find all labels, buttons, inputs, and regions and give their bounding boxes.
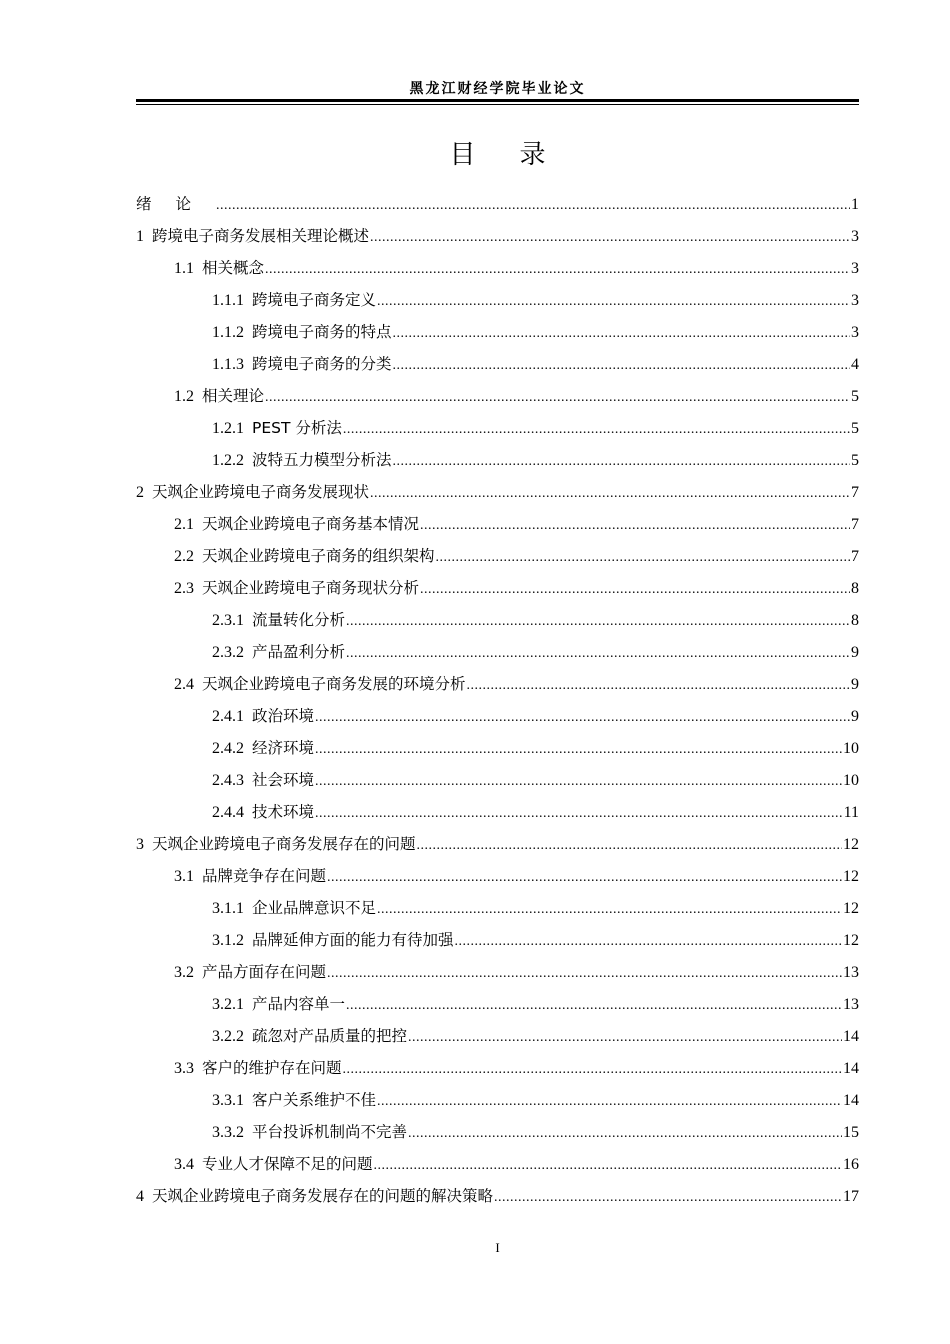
toc-dot-leader	[374, 1150, 842, 1180]
toc-entry-page: 5	[851, 452, 859, 469]
toc-entry[interactable]	[136, 956, 859, 988]
toc-dot-leader	[436, 542, 850, 572]
toc-dot-leader	[315, 702, 850, 732]
toc-entry-number: 2.4.1	[212, 708, 244, 725]
toc-entry-page: 9	[851, 644, 859, 661]
page-number: I	[495, 1240, 500, 1255]
toc-entry-text: 专业人才保障不足的问题	[202, 1155, 373, 1173]
toc-entry-text: 天飒企业跨境电子商务现状分析	[202, 579, 420, 597]
toc-entry[interactable]	[136, 252, 859, 284]
toc-entry-text: 天飒企业跨境电子商务基本情况	[202, 515, 420, 533]
toc-entry-page: 4	[851, 356, 859, 373]
toc-entry-number: 3.1.1	[212, 900, 244, 917]
toc-entry-number: 2.3	[174, 580, 194, 597]
toc-entry-text: 天飒企业跨境电子商务发展存在的问题的解决策略	[152, 1187, 494, 1205]
toc-entry-page: 16	[843, 1156, 859, 1173]
toc-entry-page: 3	[851, 324, 859, 341]
toc-entry[interactable]	[136, 732, 859, 764]
toc-entry-number: 1.1.2	[212, 324, 244, 341]
toc-entry-number: 3.4	[174, 1156, 194, 1173]
toc-entry-page: 14	[843, 1060, 859, 1077]
toc-entry-page: 11	[843, 804, 859, 821]
toc-entry[interactable]	[136, 444, 859, 476]
toc-entry-page: 9	[851, 708, 859, 725]
toc-entry-page: 7	[851, 516, 859, 533]
toc-entry[interactable]	[136, 636, 859, 668]
toc-entry-page: 12	[843, 868, 859, 885]
toc-entry[interactable]	[136, 508, 859, 540]
toc-entry-text: 相关理论	[202, 387, 265, 405]
toc-entry-number: 1	[136, 228, 144, 245]
toc-entry-number: 2.1	[174, 516, 194, 533]
toc-entry[interactable]	[136, 1020, 859, 1052]
toc-dot-leader	[315, 798, 843, 828]
toc-entry-text: 跨境电子商务的特点	[252, 323, 392, 341]
toc-entry-text: 跨境电子商务定义	[252, 291, 377, 309]
toc-entry-number: 2.4.3	[212, 772, 244, 789]
toc-entry-text: 绪论	[136, 195, 216, 213]
toc-dot-leader	[420, 574, 850, 604]
toc-entry-number: 2.2	[174, 548, 194, 565]
toc-dot-leader	[346, 606, 850, 636]
toc-entry[interactable]	[136, 1148, 859, 1180]
toc-entry-number: 3.3.1	[212, 1092, 244, 1109]
toc-entry-number: 2.3.1	[212, 612, 244, 629]
toc-entry-page: 10	[843, 772, 859, 789]
toc-entry-page: 9	[851, 676, 859, 693]
toc-dot-leader	[377, 1086, 842, 1116]
toc-entry-page: 10	[843, 740, 859, 757]
toc-entry-page: 8	[851, 580, 859, 597]
toc-title-char-2: 录	[519, 140, 546, 170]
toc-entry-page: 3	[851, 292, 859, 309]
toc-entry-page: 8	[851, 612, 859, 629]
toc-entry[interactable]	[136, 284, 859, 316]
toc-entry-page: 12	[843, 932, 859, 949]
toc-entry-page: 1	[851, 196, 859, 213]
toc-entry[interactable]	[136, 924, 859, 956]
toc-entry-page: 12	[843, 900, 859, 917]
toc-dot-leader	[417, 830, 842, 860]
toc-entry-page: 12	[843, 836, 859, 853]
toc-dot-leader	[408, 1118, 842, 1148]
toc-entry-text: 社会环境	[252, 771, 315, 789]
toc-entry[interactable]	[136, 892, 859, 924]
toc-entry-page: 17	[843, 1188, 859, 1205]
toc-entry-text: 政治环境	[252, 707, 315, 725]
toc-entry-page: 7	[851, 484, 859, 501]
toc-dot-leader	[315, 766, 842, 796]
toc-entry-page: 5	[851, 388, 859, 405]
toc-entry-text: 跨境电子商务的分类	[252, 355, 392, 373]
toc-entry-text: 企业品牌意识不足	[252, 899, 377, 917]
toc-entry-text: 疏忽对产品质量的把控	[252, 1027, 408, 1045]
toc-entry-text: 经济环境	[252, 739, 315, 757]
toc-dot-leader	[327, 862, 842, 892]
toc-entry[interactable]	[136, 796, 859, 828]
toc-dot-leader	[494, 1182, 842, 1212]
toc-entry-number: 3.3.2	[212, 1124, 244, 1141]
toc-entry[interactable]	[136, 348, 859, 380]
toc-entry-number: 1.2	[174, 388, 194, 405]
toc-entry-number: 3.1.2	[212, 932, 244, 949]
toc-dot-leader	[393, 350, 850, 380]
toc-entry[interactable]	[136, 700, 859, 732]
toc-entry-number: 2.3.2	[212, 644, 244, 661]
header-rule-thin	[136, 104, 859, 105]
toc-entry-text: 产品方面存在问题	[202, 963, 327, 981]
toc-entry[interactable]	[136, 1052, 859, 1084]
toc-entry-number: 2.4	[174, 676, 194, 693]
toc-entry-page: 7	[851, 548, 859, 565]
header-rule-thick	[136, 99, 859, 102]
toc-title-char-1: 目	[449, 140, 476, 170]
running-header: 黑龙江财经学院毕业论文	[409, 81, 586, 97]
toc-entry-text: 跨境电子商务发展相关理论概述	[152, 227, 370, 245]
toc-dot-leader	[315, 734, 842, 764]
toc-entry-page: 13	[843, 996, 859, 1013]
toc-dot-leader	[377, 894, 842, 924]
toc-dot-leader	[370, 222, 850, 252]
toc-entry-text: 客户关系维护不佳	[252, 1091, 377, 1109]
table-of-contents	[136, 188, 859, 1212]
toc-entry-page: 5	[851, 420, 859, 437]
toc-entry-page: 3	[851, 228, 859, 245]
toc-entry-number: 1.1.3	[212, 356, 244, 373]
toc-entry-number: 2.4.4	[212, 804, 244, 821]
toc-entry[interactable]	[136, 764, 859, 796]
toc-entry-text: 平台投诉机制尚不完善	[252, 1123, 408, 1141]
toc-entry-text: 客户的维护存在问题	[202, 1059, 342, 1077]
toc-entry[interactable]	[136, 668, 859, 700]
toc-entry-number: 3.2.1	[212, 996, 244, 1013]
toc-entry-text: 天飒企业跨境电子商务发展存在的问题	[152, 835, 416, 853]
toc-entry-number: 3.2.2	[212, 1028, 244, 1045]
toc-entry-page: 15	[843, 1124, 859, 1141]
toc-entry-page: 14	[843, 1092, 859, 1109]
toc-entry[interactable]	[136, 988, 859, 1020]
toc-title	[136, 134, 859, 171]
toc-dot-leader	[420, 510, 850, 540]
toc-entry[interactable]	[136, 412, 859, 444]
toc-entry-text: 天飒企业跨境电子商务发展现状	[152, 483, 370, 501]
toc-entry-page: 14	[843, 1028, 859, 1045]
toc-entry-page: 13	[843, 964, 859, 981]
toc-dot-leader	[343, 414, 850, 444]
toc-entry[interactable]	[136, 540, 859, 572]
toc-entry-text: 品牌竞争存在问题	[202, 867, 327, 885]
toc-entry[interactable]	[136, 1084, 859, 1116]
toc-entry[interactable]	[136, 476, 859, 508]
toc-entry-text: 天飒企业跨境电子商务的组织架构	[202, 547, 435, 565]
toc-entry[interactable]	[136, 316, 859, 348]
toc-entry-text: 产品内容单一	[252, 995, 346, 1013]
toc-entry-number: 1.2.1	[212, 420, 244, 437]
toc-entry[interactable]	[136, 220, 859, 252]
toc-entry-text: 产品盈利分析	[252, 643, 346, 661]
toc-entry-number: 2.4.2	[212, 740, 244, 757]
toc-entry[interactable]	[136, 828, 859, 860]
toc-dot-leader	[467, 670, 850, 700]
toc-dot-leader	[346, 990, 842, 1020]
toc-entry-text: 流量转化分析	[252, 611, 346, 629]
toc-entry-number: 1.1.1	[212, 292, 244, 309]
toc-entry[interactable]	[136, 604, 859, 636]
toc-entry-number: 3.2	[174, 964, 194, 981]
toc-dot-leader	[346, 638, 850, 668]
toc-entry[interactable]	[136, 1116, 859, 1148]
toc-entry-text: 技术环境	[252, 803, 315, 821]
toc-entry-text: 相关概念	[202, 259, 265, 277]
toc-dot-leader	[377, 286, 850, 316]
toc-dot-leader	[393, 318, 850, 348]
toc-entry-text: PEST 分析法	[252, 419, 342, 437]
toc-entry[interactable]	[136, 1180, 859, 1212]
toc-entry[interactable]	[136, 380, 859, 412]
toc-entry[interactable]	[136, 188, 859, 220]
toc-entry-text: 天飒企业跨境电子商务发展的环境分析	[202, 675, 466, 693]
toc-entry-number: 3.1	[174, 868, 194, 885]
toc-entry[interactable]	[136, 572, 859, 604]
toc-entry-text: 波特五力模型分析法	[252, 451, 392, 469]
toc-entry-number: 1.2.2	[212, 452, 244, 469]
toc-entry[interactable]	[136, 860, 859, 892]
toc-entry-number: 1.1	[174, 260, 194, 277]
toc-dot-leader	[370, 478, 850, 508]
toc-entry-number: 2	[136, 484, 144, 501]
toc-dot-leader	[216, 190, 850, 220]
toc-entry-text: 品牌延伸方面的能力有待加强	[252, 931, 454, 949]
toc-dot-leader	[393, 446, 850, 476]
toc-dot-leader	[265, 254, 850, 284]
toc-entry-number: 3.3	[174, 1060, 194, 1077]
toc-entry-number: 3	[136, 836, 144, 853]
toc-dot-leader	[343, 1054, 842, 1084]
toc-dot-leader	[265, 382, 850, 412]
toc-dot-leader	[455, 926, 842, 956]
toc-dot-leader	[327, 958, 842, 988]
toc-entry-page: 3	[851, 260, 859, 277]
toc-dot-leader	[408, 1022, 842, 1052]
toc-entry-number: 4	[136, 1188, 144, 1205]
